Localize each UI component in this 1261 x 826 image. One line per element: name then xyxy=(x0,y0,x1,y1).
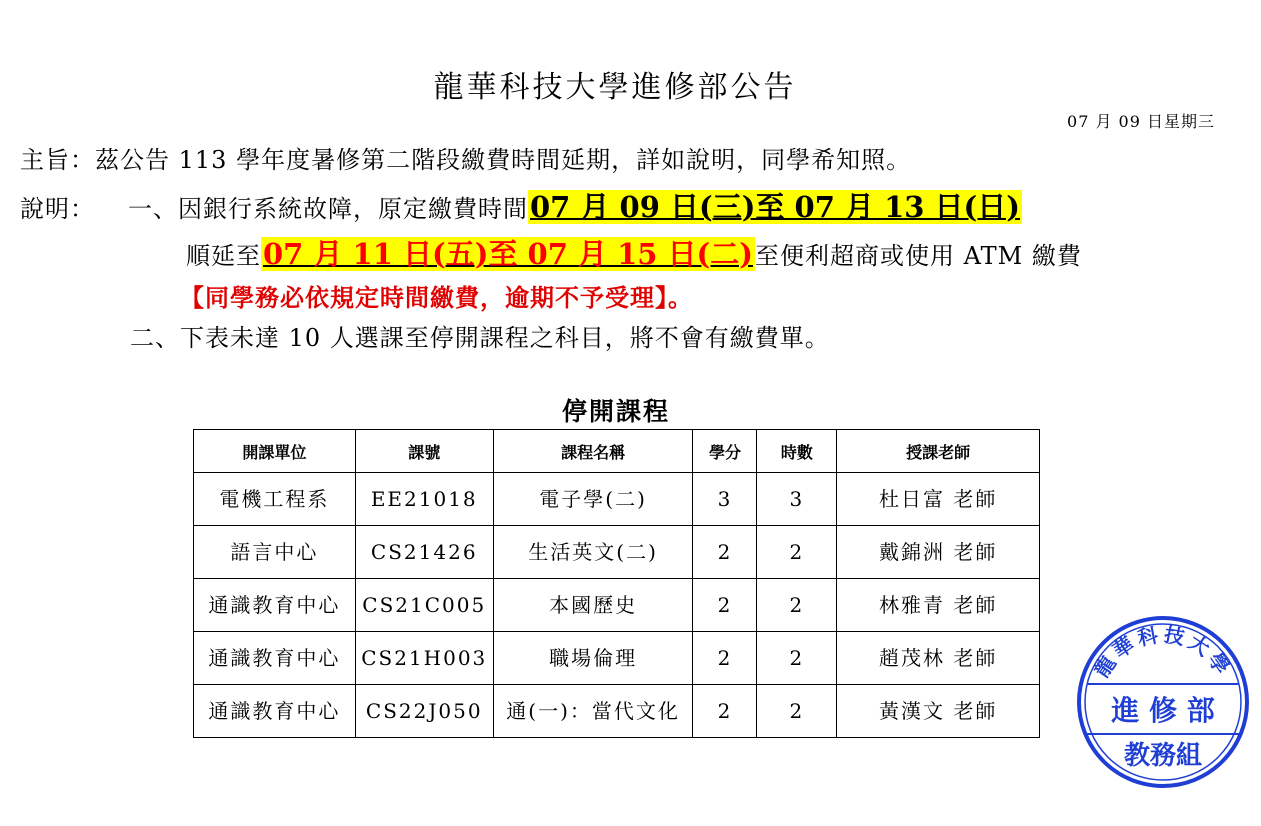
cell-hours: 2 xyxy=(757,526,837,579)
stamp-outer-text: 龍華科技大學 xyxy=(1089,622,1237,682)
header-hours: 時數 xyxy=(757,430,837,473)
original-payment-period: 07 月 09 日(三)至 07 月 13 日(日) xyxy=(530,190,1020,224)
cell-teacher: 林雅青 老師 xyxy=(837,579,1040,632)
cell-credits: 2 xyxy=(693,579,757,632)
cell-course-code: EE21018 xyxy=(355,473,493,526)
cell-course-code: CS21H003 xyxy=(355,632,493,685)
cell-department: 語言中心 xyxy=(194,526,356,579)
stamp-middle-text: 進 修 部 xyxy=(1111,694,1215,727)
cell-teacher: 戴錦洲 老師 xyxy=(837,526,1040,579)
item1-suffix: 至便利超商或使用 ATM 繳費 xyxy=(754,242,1082,270)
cell-course-code: CS22J050 xyxy=(355,685,493,738)
table-row xyxy=(194,685,1040,738)
table-row xyxy=(194,473,1040,526)
cell-course-name: 本國歷史 xyxy=(493,579,693,632)
cell-hours: 3 xyxy=(757,473,837,526)
postpone-prefix: 順延至 xyxy=(186,242,261,270)
cell-department: 通識教育中心 xyxy=(194,579,356,632)
cell-course-code: CS21C005 xyxy=(355,579,493,632)
cell-teacher: 杜日富 老師 xyxy=(837,473,1040,526)
cell-department: 通識教育中心 xyxy=(194,632,356,685)
header-course-code: 課號 xyxy=(355,430,493,473)
cell-hours: 2 xyxy=(757,579,837,632)
header-course-name: 課程名稱 xyxy=(493,430,693,473)
header-teacher: 授課老師 xyxy=(837,430,1040,473)
announcement-title: 龍華科技大學進修部公告 xyxy=(433,70,797,105)
cell-teacher: 趙茂林 老師 xyxy=(837,632,1040,685)
warning-notice: 【同學務必依規定時間繳費，逾期不予受理】。 xyxy=(180,283,693,312)
subject-line: 主旨：茲公告 113 學年度暑修第二階段繳費時間延期，詳如說明，同學希知照。 xyxy=(20,146,912,174)
explanation-label: 說明： xyxy=(20,195,95,223)
cell-hours: 2 xyxy=(757,685,837,738)
cell-credits: 2 xyxy=(693,685,757,738)
cell-course-name: 通(一)：當代文化 xyxy=(493,685,693,738)
cell-course-name: 職場倫理 xyxy=(493,632,693,685)
cell-credits: 3 xyxy=(693,473,757,526)
cell-course-name: 生活英文(二) xyxy=(493,526,693,579)
cell-course-name: 電子學(二) xyxy=(493,473,693,526)
cancelled-courses-table xyxy=(193,429,1040,738)
office-seal-stamp xyxy=(1073,612,1253,792)
explanation-item1-line2 xyxy=(186,232,1082,273)
new-payment-period: 07 月 11 日(五)至 07 月 15 日(二) xyxy=(263,237,753,271)
header-department: 開課單位 xyxy=(194,430,356,473)
cell-department: 通識教育中心 xyxy=(194,685,356,738)
table-header-row xyxy=(194,430,1040,473)
stamp-bottom-text: 教務組 xyxy=(1123,741,1203,771)
cell-department: 電機工程系 xyxy=(194,473,356,526)
item1-prefix: 一、因銀行系統故障，原定繳費時間 xyxy=(128,195,528,223)
cell-hours: 2 xyxy=(757,632,837,685)
header-credits: 學分 xyxy=(693,430,757,473)
table-row xyxy=(194,526,1040,579)
cell-course-code: CS21426 xyxy=(355,526,493,579)
table-title: 停開課程 xyxy=(561,397,670,426)
cell-teacher: 黃漢文 老師 xyxy=(837,685,1040,738)
cell-credits: 2 xyxy=(693,632,757,685)
table-row xyxy=(194,632,1040,685)
explanation-item1-line1 xyxy=(20,185,1022,226)
table-row xyxy=(194,579,1040,632)
explanation-item2: 二、下表未達 10 人選課至停開課程之科目，將不會有繳費單。 xyxy=(130,324,830,352)
announcement-date: 07 月 09 日星期三 xyxy=(1067,112,1215,131)
cell-credits: 2 xyxy=(693,526,757,579)
